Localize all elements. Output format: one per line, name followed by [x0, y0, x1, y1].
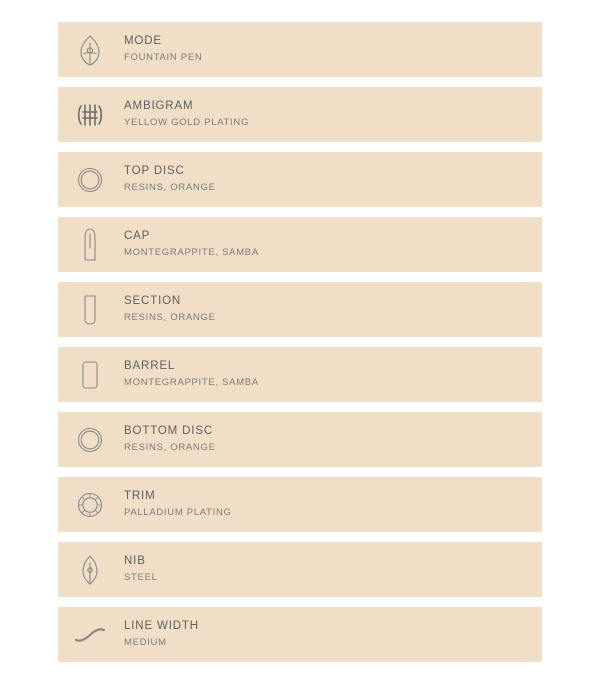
nib-icon [58, 542, 122, 597]
line-width-stroke-icon [58, 607, 122, 662]
list-item[interactable] [58, 87, 542, 142]
list-item[interactable] [58, 542, 542, 597]
list-item-title: BOTTOM DISC [124, 425, 214, 437]
top-disc-ring-icon [58, 152, 122, 207]
list-item-text [122, 554, 158, 585]
list-item[interactable] [58, 477, 542, 532]
list-item[interactable] [58, 217, 542, 272]
fountain-pen-nib-icon [58, 22, 122, 77]
list-item-value: FOUNTAIN PEN [124, 52, 203, 63]
list-item-title: SECTION [124, 295, 182, 307]
list-item[interactable] [58, 347, 542, 402]
list-item[interactable] [58, 282, 542, 337]
list-item-value: STEEL [124, 572, 158, 583]
list-item-value: MONTEGRAPPITE, SAMBA [124, 247, 259, 258]
list-item-value: MEDIUM [124, 637, 167, 648]
list-item-title: NIB [124, 555, 146, 567]
trim-gear-ring-icon [58, 477, 122, 532]
pen-cap-icon [58, 217, 122, 272]
list-item-text [122, 34, 202, 65]
pen-section-icon [58, 282, 122, 337]
list-item[interactable] [58, 152, 542, 207]
list-item-text [122, 164, 216, 195]
bottom-disc-ring-icon [58, 412, 122, 467]
list-item-text [122, 359, 259, 390]
list-item[interactable] [58, 22, 542, 77]
list-item[interactable] [58, 607, 542, 662]
list-item-value: RESINS, ORANGE [124, 442, 216, 453]
list-item-text [122, 229, 259, 260]
list-item-text [122, 489, 232, 520]
list-item[interactable] [58, 412, 542, 467]
list-item-title: LINE WIDTH [124, 620, 199, 632]
list-item-value: RESINS, ORANGE [124, 182, 216, 193]
pen-barrel-icon [58, 347, 122, 402]
list-item-text [122, 619, 199, 650]
list-item-title: TRIM [124, 490, 156, 502]
list-item-value: YELLOW GOLD PLATING [124, 117, 250, 128]
list-item-title: AMBIGRAM [124, 100, 194, 112]
list-item-title: MODE [124, 35, 162, 47]
list-item-text [122, 424, 216, 455]
list-item-title: CAP [124, 230, 151, 242]
ambigram-monogram-icon [58, 87, 122, 142]
list-item-text [122, 294, 216, 325]
list-item-title: TOP DISC [124, 165, 185, 177]
list-item-value: MONTEGRAPPITE, SAMBA [124, 377, 259, 388]
list-item-value: PALLADIUM PLATING [124, 507, 232, 518]
list-item-value: RESINS, ORANGE [124, 312, 216, 323]
list-item-title: BARREL [124, 360, 176, 372]
list-item-text [122, 99, 249, 130]
